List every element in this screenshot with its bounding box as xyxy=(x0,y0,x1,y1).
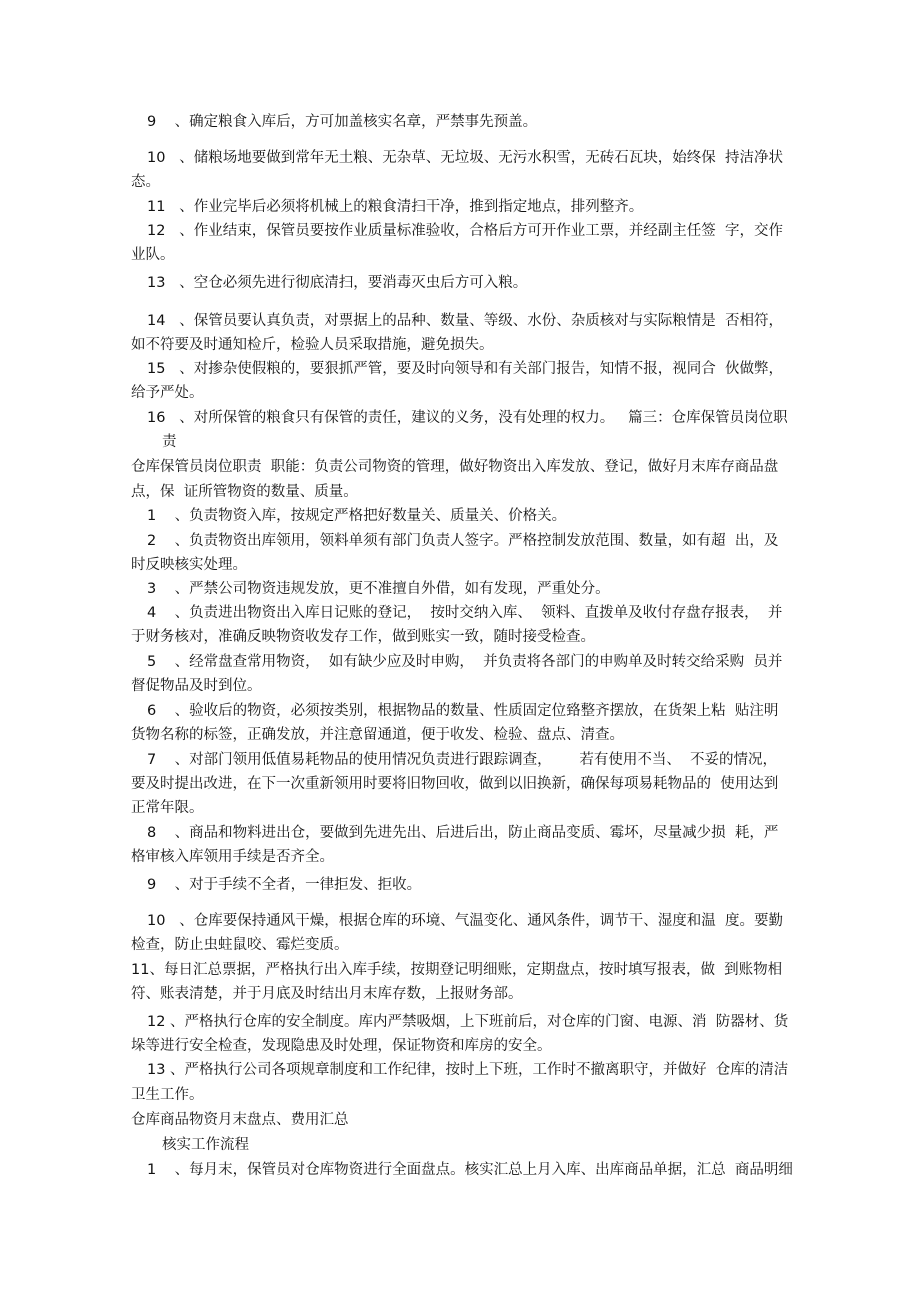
text-line: 9 、对于手续不全者，一律拒发、拒收。 xyxy=(147,877,422,893)
text-line: 要及时提出改进，在下一次重新领用时要将旧物回收，做到以旧换新，确保每项易耗物品的 使用达到 xyxy=(131,776,779,792)
text-line: 9 、确定粮食入库后，方可加盖核实名章，严禁事先预盖。 xyxy=(147,114,538,130)
text-line: 核实工作流程 xyxy=(162,1137,249,1153)
text-line: 5 、经常盘查常用物资， 如有缺少应及时申购， 并负责将各部门的申购单及时转交给采购 员并 xyxy=(147,654,783,670)
text-line: 13 、严格执行公司各项规章制度和工作纪律，按时上下班，工作时不撤离职守，并做好 仓库的清洁 xyxy=(147,1062,789,1078)
text-line: 货物名称的标签，正确发放，并注意留通道，便于收发、检验、盘点、清查。 xyxy=(131,727,624,743)
text-line: 格审核入库领用手续是否齐全。 xyxy=(131,849,334,865)
text-line: 7 、对部门领用低值易耗物品的使用情况负责进行跟踪调查， 若有使用不当、 不妥的情况， xyxy=(147,752,778,768)
text-line: 符、账表清楚，并于月底及时结出月末库存数，上报财务部。 xyxy=(131,986,523,1002)
text-line: 督促物品及时到位。 xyxy=(131,678,262,694)
text-line: 15 、对掺杂使假粮的，要狠抓严管，要及时向领导和有关部门报告，知情不报，视同合 伙做弊， xyxy=(147,361,783,377)
text-line: 8 、商品和物料进出仓，要做到先进先出、后进后出，防止商品变质、霉坏，尽量减少损 耗，严 xyxy=(147,825,779,841)
text-line: 于财务核对，准确反映物资收发存工作，做到账实一致，随时接受检查。 xyxy=(131,629,595,645)
text-line: 6 、验收后的物资，必须按类别，根据物品的数量、性质固定位臵整齐摆放，在货架上粘 贴注明 xyxy=(147,703,779,719)
text-line: 12 、严格执行仓库的安全制度。库内严禁吸烟，上下班前后，对仓库的门窗、电源、消 防器材、货 xyxy=(147,1014,789,1030)
text-line: 正常年限。 xyxy=(131,800,204,816)
text-line: 16 、对所保管的粮食只有保管的责任，建议的义务，没有处理的权力。 篇三：仓库保管员岗位职 xyxy=(147,410,788,426)
text-line: 垛等进行安全检查，发现隐患及时处理，保证物资和库房的安全。 xyxy=(131,1038,552,1054)
text-line: 11、每日汇总票据，严格执行出入库手续，按期登记明细账，定期盘点，按时填写报表，做 到账物相 xyxy=(131,962,783,978)
text-line: 仓库保管员岗位职责 职能：负责公司物资的管理，做好物资出入库发放、登记，做好月末库存商品盘 xyxy=(131,459,779,475)
text-line: 13 、空仓必须先进行彻底清扫，要消毒灭虫后方可入粮。 xyxy=(147,275,528,291)
text-line: 11 、作业完毕后必须将机械上的粮食清扫干净，推到指定地点，排列整齐。 xyxy=(147,199,644,215)
text-line: 1 、负责物资入库，按规定严格把好数量关、质量关、价格关。 xyxy=(147,508,567,524)
text-line: 2 、负责物资出库领用，领料单须有部门负责人签字。严格控制发放范围、数量，如有超 出，及 xyxy=(147,533,779,549)
text-line: 14 、保管员要认真负责，对票据上的品种、数量、等级、水份、杂质核对与实际粮情是 否相符， xyxy=(147,313,783,329)
text-line: 3 、严禁公司物资违规发放，更不准擅自外借，如有发现，严重处分。 xyxy=(147,581,610,597)
text-line: 仓库商品物资月末盘点、费用汇总 xyxy=(131,1112,349,1128)
text-line: 卫生工作。 xyxy=(131,1087,204,1103)
text-line: 如不符要及时通知检斤，检验人员采取措施，避免损失。 xyxy=(131,337,494,353)
text-line: 1 、每月末，保管员对仓库物资进行全面盘点。核实汇总上月入库、出库商品单据，汇总 商品明细 xyxy=(147,1162,793,1178)
text-line: 检查，防止虫蛀鼠咬、霉烂变质。 xyxy=(131,937,349,953)
text-line: 业队。 xyxy=(131,247,175,263)
text-line: 10 、仓库要保持通风干燥，根据仓库的环境、气温变化、通风条件，调节干、湿度和温 度。要勤 xyxy=(147,913,783,929)
text-line: 态。 xyxy=(131,174,160,190)
text-line: 责 xyxy=(162,434,177,450)
text-line: 给予严处。 xyxy=(131,385,204,401)
text-line: 4 、负责进出物资出入库日记账的登记， 按时交纳入库、 领料、直拨单及收付存盘存报表， 并 xyxy=(147,605,783,621)
text-line: 10 、储粮场地要做到常年无土粮、无杂草、无垃圾、无污水积雪，无砖石瓦块，始终保 持洁净状 xyxy=(147,150,783,166)
text-line: 点，保 证所管物资的数量、质量。 xyxy=(131,484,358,500)
text-line: 时反映核实处理。 xyxy=(131,557,247,573)
text-line: 12 、作业结束，保管员要按作业质量标准验收，合格后方可开作业工票，并经副主任签 字，交作 xyxy=(147,223,783,239)
